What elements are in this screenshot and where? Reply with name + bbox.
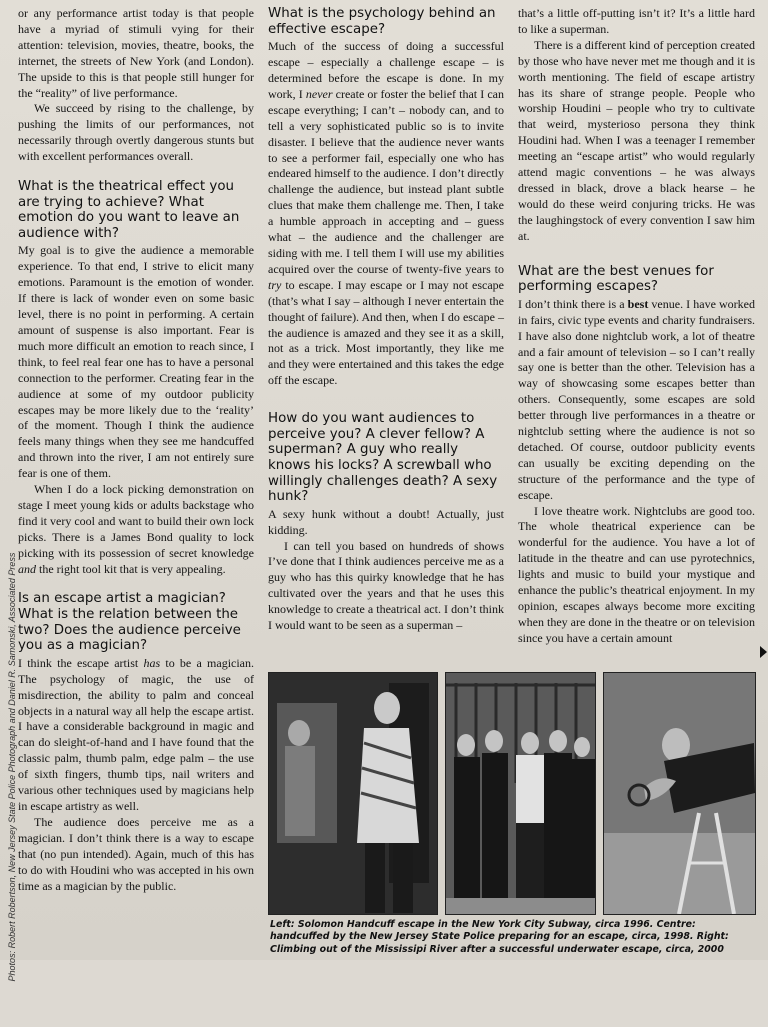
photo-subway-escape [268, 672, 438, 915]
column-right [518, 6, 755, 647]
paragraph: that’s a little off-putting isn’t it? It’s a little hard to like a superman. [518, 6, 755, 36]
photo-credit: Photos: Robert Robertson, New Jersey State Police Photograph and Daniel R. Samonski, Associated Press [7, 552, 17, 982]
photo-river-escape [603, 672, 756, 915]
column-middle [268, 6, 504, 634]
question-heading: How do you want audiences to perceive you? A clever fellow? A superman? A guy who really knows his locks? A screwball who willingly challenges death? A sexy hunk? [268, 411, 498, 505]
question-heading: What are the best venues for performing escapes? [518, 263, 714, 295]
paragraph: I love theatre work. Nightclubs are good too. The whole theatrical experience can be wonderful for the audience. You have a lot of latitude in the theatre and can use pyrotechnics, lights and music to build your mystique and enhance the public’s theatrical enjoyment. In my opinion, escapes always become more exciting when they are done in the theatre or on television since you have a certain amount [518, 503, 755, 645]
paragraph: When I do a lock picking demonstration on stage I meet young kids or adults backstage who find it very cool and want to build their own lock picks. There is a James Bond quality to lock picking with its possession of secret knowledge and the right tool kit that is very appealing. [18, 482, 254, 576]
paragraph: The audience does perceive me as a magician. I don’t think there is a way to escape that (no pun intended). Again, much of this has to do with Houdini who was accepted in his own time as a magician by the public. [18, 814, 254, 893]
paragraph: I can tell you based on hundreds of shows I’ve done that I think audiences perceive me as a guy who has this quirky knowledge that he has cultivated over the years and that he uses this knowledge to create a theatrical act. I don’t think I would want to be seen as a superman – [268, 538, 504, 633]
question-heading: What is the psychology behind an effective escape? [268, 6, 496, 37]
paragraph: Much of the success of doing a successful escape – especially a challenge escape – is determined before the escape is done. In my work, I never create or foster the belief that I can escape everything; I can’t – nobody can, and to tell a very sophisticated public so is to invite disaster. I believe that the audience never wants to see a performer fail, especially one who has endeared himself to the audience. I don’t directly challenge the audience, but instead plant subtle clues that make them challenge me. Then, I take a humble approach in accepting and – guess what – the audience and the challenger are siding with me. I tell them I will use my abilities acquired over the course of twenty-five years to try to escape. I may escape or I may not escape (that’s what I say – although I never entertain the thought of failure). And then, when I do escape – the audience is amazed and they see it as a skill, not as a trick. Most importantly, they like me and they were entertained and this takes the edge off the escape. [268, 39, 504, 388]
continue-arrow-icon [760, 646, 767, 658]
paragraph: I think the escape artist has to be a magician. The psychology of magic, the use of misdirection, the ability to palm and conceal objects in a natural way all help the escape artist. I have a considerable background in magic and can do sleight-of-hand and I have found that the classic palm, thumb palm, edge palm – the use of sixth fingers, thumb tips, nail writers and various other techniques used by magicians help in escape artistry as well. [18, 655, 255, 813]
paragraph: A sexy hunk without a doubt! Actually, just kidding. [268, 506, 504, 537]
photo-state-police [445, 672, 596, 915]
photo-strip [268, 672, 756, 915]
paragraph: There is a different kind of perception created by those who have never met me though and it is worth mentioning. The field of escape artistry has its share of strange people. People who worship Houdini – people who try to cultivate that weird, mysterioso persona they think Houdini had. When I was a teenager I remember meeting an “escape artist” who would regularly attend magic conventions – he was always dressed in black, drove a black hearse – he would do these weird conjuring tricks. He was the laughingstock of every convention I saw him at. [518, 37, 755, 243]
paragraph: My goal is to give the audience a memorable experience. To that end, I strive to elicit many emotions. Paramount is the emotion of wonder. If there is lack of wonder even on some basic level, there is no point in performing. A certain amount of suspense is also important. Fear is much more difficult an emotion to reach since, I think, to feel real fear one has to have a personal connection to the performer. Creating fear in the audience at some of my outdoor publicity escapes may be more likely due to the ‘reality’ of the moment. Though I think the audience feels many things when they see me handcuffed and thrown into the river, I am not entirely sure fear is one of them. [18, 243, 254, 481]
column-left [18, 6, 254, 894]
paragraph: We succeed by rising to the challenge, by pushing the limits of our performances, not necessarily through overtly dangerous stunts but with excellent performances overall. [18, 101, 254, 164]
paragraph: or any performance artist today is that people have a myriad of stimuli vying for their attention: television, movies, theatre, books, the internet, the streets of New York (and London). The upside to this is that people still hunger for the “reality” of live performance. [18, 6, 254, 100]
question-heading: What is the theatrical effect you are trying to achieve? What emotion do you want to leave an audience with? [18, 179, 240, 241]
photo-caption: Left: Solomon Handcuff escape in the New York City Subway, circa 1996. Centre: handcuffed by the New Jersey State Police preparing for an escape, circa, 1998. Right: Climbing out of the Mississipi River after a successful underwater escape, circa, 2000 [270, 919, 729, 955]
paragraph: I don’t think there is a best venue. I have worked in fairs, civic type events and charity fundraisers. I have also done nightclub work, a lot of theatre and a fair amount of television – so I can’t really say one is better than the other. Television has a way of showcasing some escapes better than others. Consequently, some escapes are sold better through live performances in a theatre or nightclub setting where the audience is not so detached. Of course, outdoor publicity events can usually be exciting depending on the structure of the performance and the type of escape. [518, 296, 755, 502]
question-heading: Is an escape artist a magician? What is the relation between the two? Does the audience perceive you as a magician? [18, 591, 241, 654]
